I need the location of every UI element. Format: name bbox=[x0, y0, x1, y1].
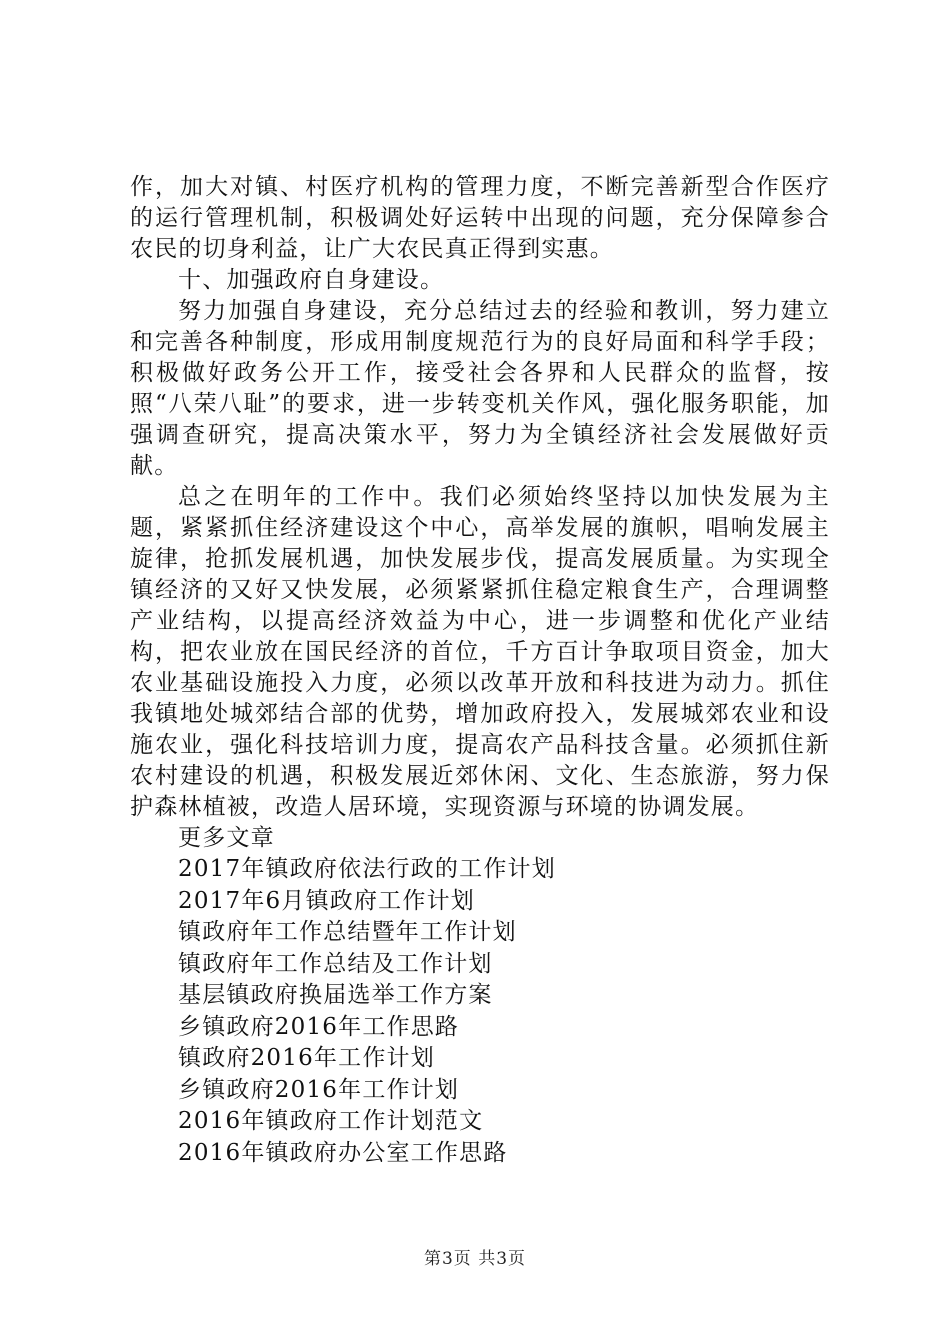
more-article-link[interactable]: 2016年镇政府工作计划范文 bbox=[178, 1108, 484, 1134]
more-article-link[interactable]: 2017年6月镇政府工作计划 bbox=[178, 887, 475, 914]
page-footer: 第3页 共3页 bbox=[423, 1249, 527, 1269]
paragraph-summary: 总之在明年的工作中。我们必须始终坚持以加快发展为主题，紧紧抓住经济建设这个中心，高举发展的旗帜，唱响发展主旋律，抢抓发展机遇，加快发展步伐，提高发展质量。为实现全镇经济的又好又快发展，必须紧紧抓住稳定粮食生产，合理调整产业结构，以提高经济效益为中心，进一步调整和优化产业结构，把农业放在国民经济的首位，千方百计争取项目资金，加大农业基础设施投入力度，必须以改革开放和科技进为动力。抓住我镇地处城郊结合部的优势，增加政府投入，发展城郊农业和设施农业，强化科技培训力度，提高农产品科技含量。必须抓住新农村建设的机遇，积极发展近郊休闲、文化、生态旅游，努力保护森林植被，改造人居环境，实现资源与环境的协调发展。 bbox=[130, 484, 830, 820]
more-article-link[interactable]: 镇政府年工作总结及工作计划 bbox=[178, 950, 493, 977]
more-article-link[interactable]: 乡镇政府2016年工作计划 bbox=[178, 1076, 460, 1103]
paragraph-continuation: 作，加大对镇、村医疗机构的管理力度，不断完善新型合作医疗的运行管理机制，积极调处好运转中出现的问题，充分保障参合农民的切身利益，让广大农民真正得到实惠。 bbox=[130, 174, 830, 262]
more-article-link[interactable]: 2016年镇政府办公室工作思路 bbox=[178, 1139, 508, 1166]
more-articles-title: 更多文章 bbox=[178, 825, 275, 851]
document-body bbox=[130, 172, 830, 1169]
more-article-link[interactable]: 镇政府2016年工作计划 bbox=[178, 1045, 435, 1071]
more-articles-list bbox=[130, 854, 830, 1169]
paragraph-self-building: 努力加强自身建设，充分总结过去的经验和教训，努力建立和完善各种制度，形成用制度规范行为的良好局面和科学手段；积极做好政务公开工作，接受社会各界和人民群众的监督，按照“八荣八耻”的要求，进一步转变机关作风，强化服务职能，加强调查研究，提高决策水平，努力为全镇经济社会发展做好贡献。 bbox=[130, 298, 830, 479]
more-article-link[interactable]: 2017年镇政府依法行政的工作计划 bbox=[178, 856, 556, 882]
more-article-link[interactable]: 乡镇政府2016年工作思路 bbox=[178, 1013, 460, 1040]
section-heading-10: 十、加强政府自身建设。 bbox=[178, 267, 445, 293]
more-article-link[interactable]: 镇政府年工作总结暨年工作计划 bbox=[178, 919, 517, 945]
more-article-link[interactable]: 基层镇政府换届选举工作方案 bbox=[178, 982, 493, 1008]
